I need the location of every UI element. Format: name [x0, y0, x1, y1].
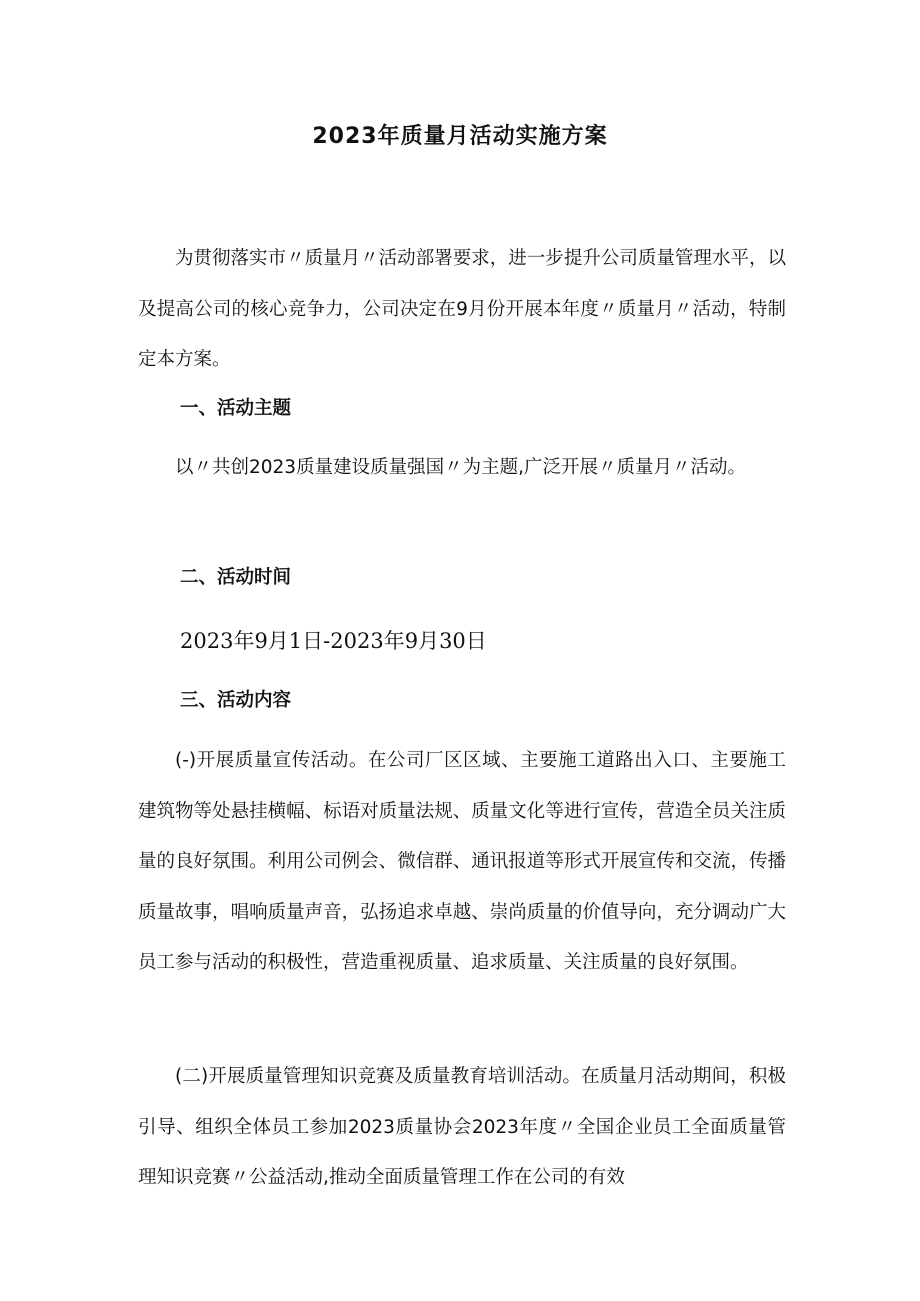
section-heading-theme: 一、活动主题 — [180, 398, 292, 419]
section-heading-content: 三、活动内容 — [180, 690, 292, 711]
section-body-theme: 以〃共创2023质量建设质量强国〃为主题,广泛开展〃质量月〃活动。 — [175, 457, 746, 478]
content-item-publicity: (-)开展质量宣传活动。在公司厂区区域、主要施工道路出入口、主要施工建筑物等处悬挂横幅、标语对质量法规、质量文化等进行宣传，营造全员关注质量的良好氛围。利用公司例会、微信群、通讯报道等形式开展宣传和交流，传播质量故事，唱响质量声音，弘扬追求卓越、崇尚质量的价值导向，充分调动广大员工参与活动的积极性，营造重视质量、追求质量、关注质量的良好氛围。 — [138, 750, 786, 973]
content-item-competition: (二)开展质量管理知识竞赛及质量教育培训活动。在质量月活动期间，积极引导、组织全体员工参加2023质量协会2023年度〃全国企业员工全面质量管理知识竞赛〃公益活动,推动全面质量管理工作在公司的有效 — [138, 1066, 786, 1188]
section-body-time: 2023年9月1日-2023年9月30日 — [180, 629, 487, 653]
section-heading-time: 二、活动时间 — [180, 567, 292, 588]
document-title: 2023年质量月活动实施方案 — [312, 124, 608, 149]
intro-paragraph: 为贯彻落实市〃质量月〃活动部署要求，进一步提升公司质量管理水平，以及提高公司的核心竞争力，公司决定在9月份开展本年度〃质量月〃活动，特制定本方案。 — [138, 248, 786, 370]
